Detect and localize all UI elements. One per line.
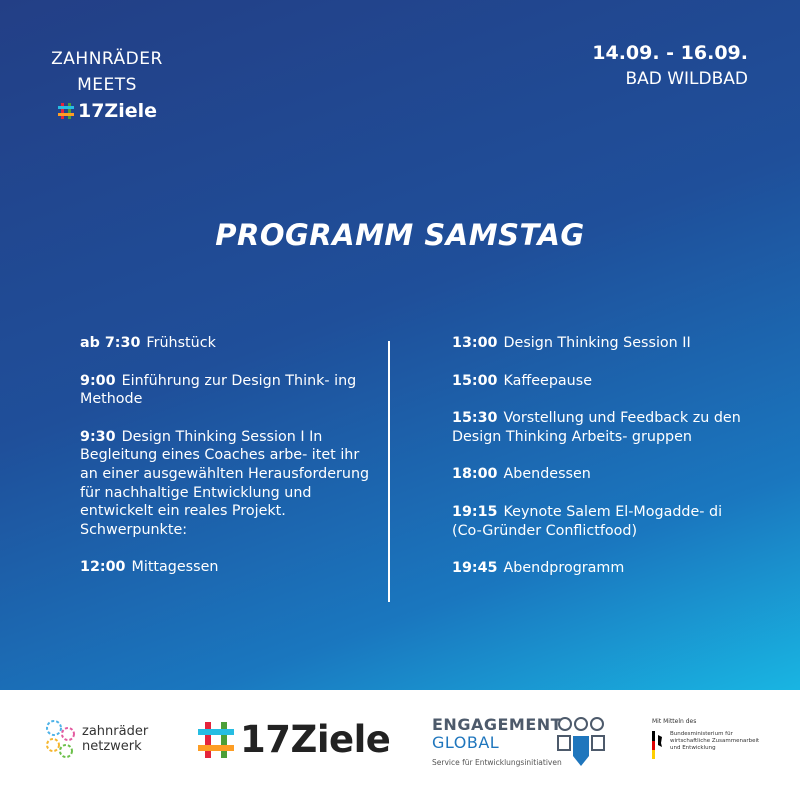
- entry-text: Design Thinking Session II: [503, 335, 691, 351]
- bmz-caption: Mit Mitteln des: [652, 718, 697, 725]
- engagement-line-2: GLOBAL: [432, 733, 500, 752]
- entry-time: 12:00: [80, 559, 126, 576]
- entry-time: ab 7:30: [80, 335, 141, 351]
- 17ziele-logo: [196, 718, 390, 761]
- event-location: BAD WILDBAD: [625, 69, 748, 89]
- schedule-entry: [80, 334, 370, 353]
- schedule-entry: [452, 334, 752, 353]
- 17ziele-text: 17Ziele: [240, 718, 391, 761]
- event-dates-block: [592, 40, 748, 92]
- schedule-entry: [452, 465, 752, 484]
- entry-time: 19:45: [452, 560, 498, 577]
- entry-text: Einführung zur Design Think- ing Methode: [80, 372, 357, 408]
- eagle-flag-icon: [652, 731, 664, 759]
- entry-time: 9:30: [80, 428, 116, 445]
- entry-time: 19:15: [452, 503, 498, 520]
- brand-17ziele-text: 17Ziele: [77, 100, 157, 122]
- entry-time: 13:00: [452, 335, 498, 351]
- hashtag-icon: [196, 720, 236, 760]
- hashtag-icon: [57, 102, 75, 120]
- entry-text: Vorstellung und Feedback zu den Design Thinking Arbeits- gruppen: [452, 410, 741, 445]
- entry-text: Abendprogramm: [503, 560, 625, 577]
- schedule-entry: [452, 559, 752, 578]
- schedule-entry: [452, 503, 752, 540]
- zahnraeder-line-2: netzwerk: [82, 739, 142, 754]
- schedule-left-column: [80, 334, 370, 596]
- gears-icon: [44, 718, 78, 760]
- entry-time: 18:00: [452, 466, 498, 483]
- brand-line-2: MEETS: [77, 75, 137, 95]
- zahnraeder-netzwerk-logo: [44, 718, 148, 760]
- entry-time: 9:00: [80, 372, 116, 389]
- schedule-entry: [452, 409, 752, 446]
- zahnraeder-line-1: zahnräder: [82, 724, 149, 739]
- schedule-entry: [80, 428, 370, 540]
- engagement-line-1: ENGAGEMENT: [432, 715, 563, 734]
- page-title: PROGRAMM SAMSTAG: [215, 218, 585, 252]
- bmz-ministry: Bundesministerium für wirtschaftliche Zusammenarbeit und Entwicklung: [670, 731, 760, 751]
- brand-17ziele-logo: [47, 100, 167, 122]
- entry-time: 15:30: [452, 410, 498, 427]
- schedule-entry: [80, 372, 370, 409]
- entry-text: Kaffeepause: [503, 372, 592, 389]
- event-dates: 14.09. - 16.09.: [592, 42, 748, 64]
- brand-line-1: ZAHNRÄDER: [51, 49, 163, 69]
- entry-text: Abendessen: [503, 466, 591, 483]
- schedule-right-column: [452, 334, 752, 597]
- entry-text: Mittagessen: [131, 559, 219, 576]
- event-brand: [47, 46, 167, 122]
- entry-time: 15:00: [452, 372, 498, 389]
- entry-text: Frühstück: [146, 335, 216, 351]
- engagement-global-logo: [432, 716, 562, 767]
- column-divider: [388, 341, 390, 602]
- entry-text: Keynote Salem El-Mogadde- di (Co-Gründer Conflictfood): [452, 503, 723, 539]
- schedule-entry: [452, 372, 752, 391]
- people-group-icon: [556, 716, 606, 768]
- schedule-entry: [80, 558, 370, 577]
- bmz-logo: [652, 718, 770, 759]
- entry-text: Design Thinking Session I In Begleitung eines Coaches arbe- itet ihr an einer ausgewählten Herausforderung für nachhaltige Entwicklung und entwickelt ein reales Projekt. Schwerpunkte:: [80, 428, 370, 538]
- engagement-subtitle: Service für Entwicklungsinitiativen: [432, 758, 562, 767]
